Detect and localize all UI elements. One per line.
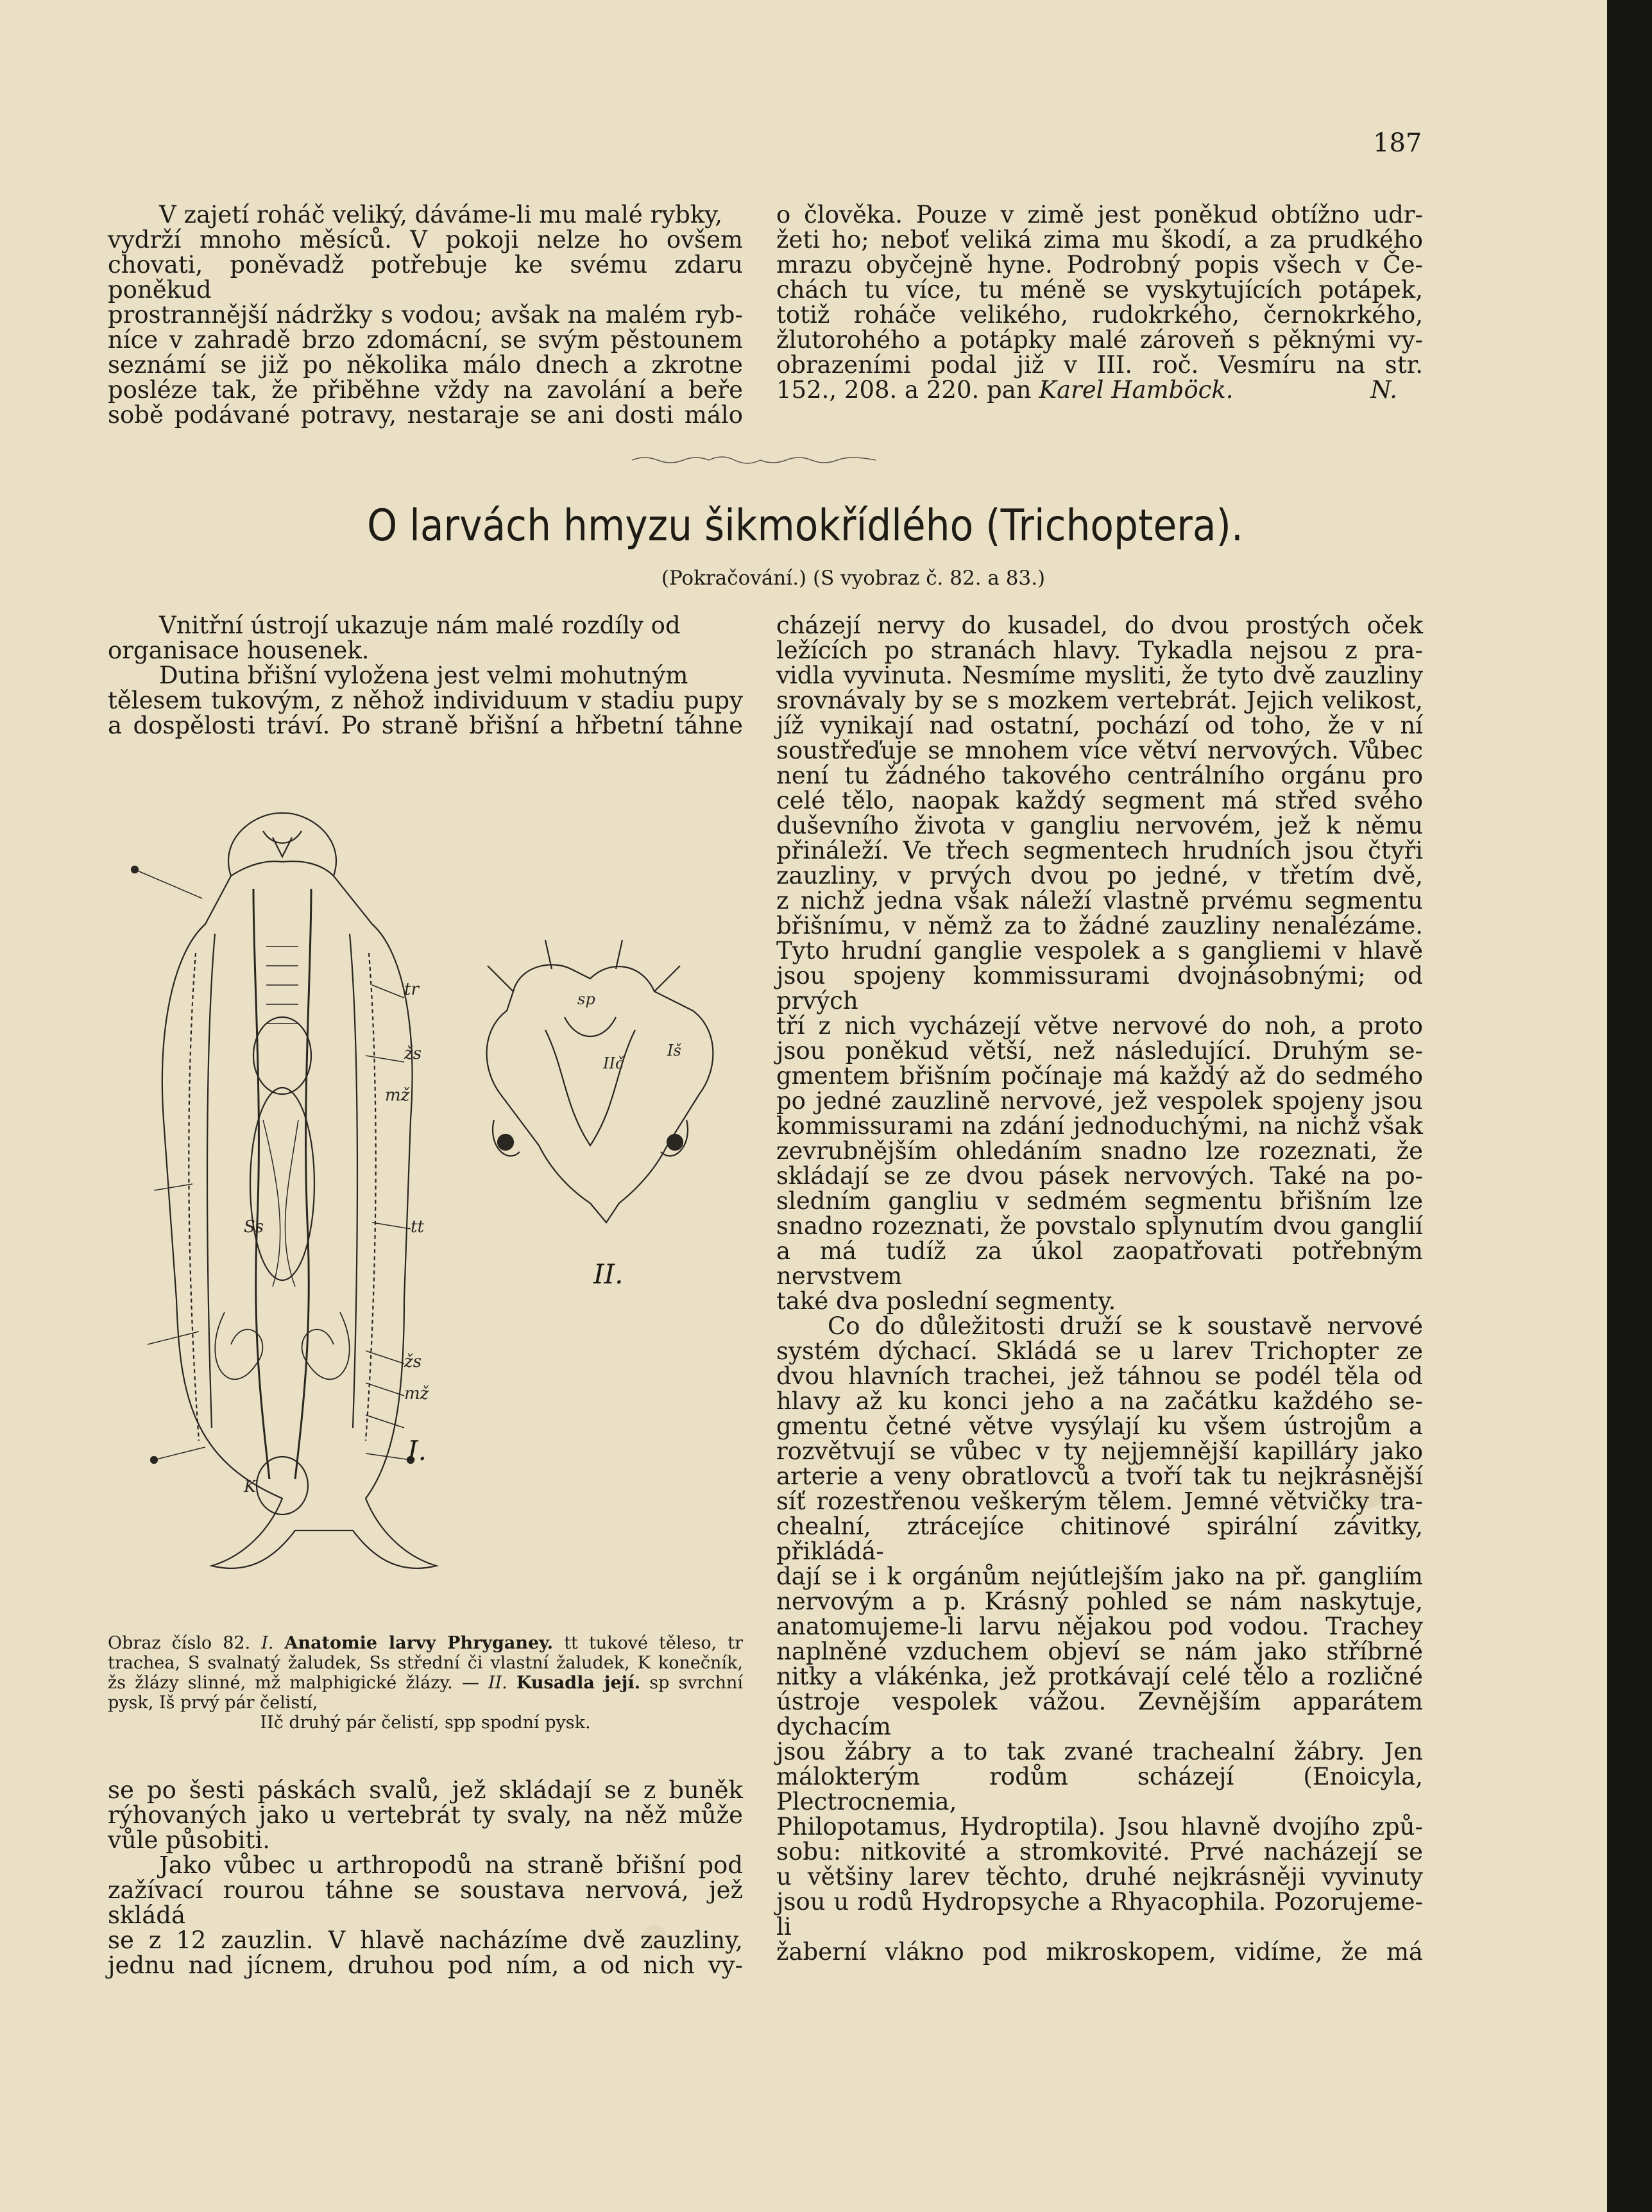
body-left-column: [108, 613, 743, 738]
annotation-label: IIč: [603, 1054, 624, 1072]
text-line: celé tělo, naopak každý segment má střed svého: [776, 787, 1423, 814]
caption-part-label: I.: [261, 1633, 274, 1653]
text-line: se z 12 zauzlin. V hlavě nacházíme dvě zauzliny,: [108, 1926, 743, 1954]
reference-text: 152., 208. a 220. pan: [776, 376, 1032, 404]
text-line: nitky a vlákénka, jež protkávají celé tělo a rozličné: [776, 1663, 1423, 1690]
text-line: ústroje vespolek vážou. Zevnějším apparátem dychacím: [776, 1688, 1423, 1740]
annotation-label: Ss: [244, 1217, 264, 1237]
text-line: Co do důležitosti druží se k soustavě nervové: [828, 1312, 1423, 1340]
figure-II-labels: [577, 990, 681, 1072]
signature-line: [776, 377, 1423, 402]
text-line: dvou hlavních trachei, jež táhnou se podél těla od: [776, 1362, 1423, 1390]
text-line: přináleží. Ve třech segmentech hrudních jsou čtyři: [776, 837, 1423, 864]
text-line: a má tudíž za úkol zaopatřovati potřebným nervstvem: [776, 1237, 1423, 1290]
annotation-label: žs: [404, 1044, 422, 1063]
text-line: snadno rozeznati, že povstalo splynutím dvou ganglií: [776, 1212, 1423, 1240]
text-line: organisace housenek.: [108, 637, 370, 664]
text-line: u většiny larev těchto, druhé nejkrásněji vyvinuty: [776, 1863, 1423, 1890]
text-line: Dutina břišní vyložena jest velmi mohutným: [159, 662, 688, 689]
annotation-label: tr: [404, 980, 419, 999]
text-line: obrazeními podal již v III. roč. Vesmíru na str.: [776, 351, 1423, 379]
text-line: vidla vyvinuta. Nesmíme mysliti, že tyto dvě zauzliny: [776, 662, 1423, 689]
caption-heading: Kusadla její.: [516, 1673, 641, 1693]
annotation-label: mž: [385, 1086, 410, 1105]
annotation-label: tt: [411, 1217, 424, 1237]
text-line: gmentem břišním počínaje má každý až do sedmého: [776, 1062, 1423, 1090]
text-line: zevrubnějším ohledáním snadno lze rozeznati, že: [776, 1137, 1423, 1165]
annotation-label: sp: [577, 990, 595, 1008]
text-line: sledním gangliu v sedmém segmentu břišním lze: [776, 1187, 1423, 1215]
text-line: po jedné zauzlině nervové, jež vespolek spojeny jsou: [776, 1087, 1423, 1115]
text-line: V zajetí roháč veliký, dáváme-li mu malé rybky,: [159, 201, 722, 228]
text-line: rozvětvují se vůbec v ty nejjemnější kapilláry jako: [776, 1437, 1423, 1465]
text-line: arterie a veny obratlovců a tvoří tak tu nejkrásnější: [776, 1462, 1423, 1490]
annotation-label: žs: [404, 1352, 422, 1371]
figure-caption: [108, 1633, 743, 1733]
text-line: seznámí se již po několika málo dnech a zkrotne: [108, 351, 743, 379]
body-right-column: [776, 613, 1423, 1964]
top-left-column: [108, 202, 743, 427]
text-line: kommissurami na zdání jednoduchými, na nichž však: [776, 1112, 1423, 1140]
text-line: anatomujeme-li larvu nějakou pod vodou. Trachey: [776, 1613, 1423, 1640]
text-line: dají se i k orgánům nejútlejším jako na př. gangliím: [776, 1563, 1423, 1590]
text-line: jsou poněkud větší, než následující. Druhým se-: [776, 1037, 1423, 1065]
text-line: srovnávaly by se s mozkem vertebrát. Jejich velikost,: [776, 687, 1423, 714]
text-line: chovati, poněvadž potřebuje ke svému zdaru poněkud: [108, 251, 743, 304]
page-edge-shadow: [1607, 0, 1652, 2212]
page-number: 187: [1373, 128, 1422, 158]
text-line: nervovým a p. Krásný pohled se nám naskytuje,: [776, 1588, 1423, 1615]
text-line: naplněné vzduchem objeví se nám jako stříbrné: [776, 1638, 1423, 1665]
annotation-label: K: [244, 1477, 257, 1496]
annotation-label: Iš: [667, 1042, 681, 1059]
text-line: není tu žádného takového centrálního orgánu pro: [776, 762, 1423, 789]
text-line: Vnitřní ústrojí ukazuje nám malé rozdíly od: [159, 612, 681, 639]
text-line: zauzliny, v prvých dvou po jedné, v třetím dvě,: [776, 862, 1423, 889]
figure-label-II: II.: [593, 1258, 624, 1290]
text-line: cházejí nervy do kusadel, do dvou prostých oček: [776, 612, 1423, 639]
text-line: níce v zahradě brzo zdomácní, se svým pěstounem: [108, 326, 743, 354]
text-line: jsou spojeny kommissurami dvojnásobnými; od prvých: [776, 962, 1423, 1015]
text-line: chách tu více, tu méně se vyskytujících potápek,: [776, 276, 1423, 304]
text-line: žaberní vlákno pod mikroskopem, vidíme, že má: [776, 1938, 1423, 1966]
text-line: Jako vůbec u arthropodů na straně břišní pod: [159, 1851, 743, 1879]
text-line: gmentu četné větve vysýlají ku všem ústrojům a: [776, 1412, 1423, 1440]
caption-body: [108, 1633, 743, 1713]
text-line: Philopotamus, Hydroptila). Jsou hlavně dvojího způ-: [776, 1813, 1423, 1840]
caption-part-label: II.: [488, 1673, 507, 1693]
top-right-column: [776, 202, 1423, 402]
article-title: O larvách hmyzu šikmokřídlého (Trichoptera).: [367, 501, 1243, 551]
text-line: vůle působiti.: [108, 1826, 270, 1854]
figure-label-I: I.: [407, 1435, 427, 1466]
figure-82-illustration: [103, 786, 744, 1627]
caption-figure-number: Obraz číslo 82.: [108, 1633, 251, 1653]
author-name: Karel Hamböck.: [1039, 376, 1234, 404]
text-line: tělesem tukovým, z něhož individuum v stadiu pupy: [108, 687, 743, 714]
caption-text: sp svrchní pysk, Iš prvý pár čelistí,: [108, 1673, 743, 1713]
text-line: jsou žábry a to tak zvané trachealní žábry. Jen: [776, 1738, 1423, 1765]
text-line: vydrží mnoho měsíců. V pokoji nelze ho ovšem: [108, 226, 743, 253]
figure-I-labels: [243, 980, 429, 1496]
text-line: ležících po stranách hlavy. Tykadla nejsou z pra-: [776, 637, 1423, 664]
text-line: systém dýchací. Skládá se u larev Trichopter ze: [776, 1337, 1423, 1365]
text-line: duševního života v gangliu nervovém, jež k němu: [776, 812, 1423, 839]
text-line: jednu nad jícnem, druhou pod ním, a od nich vy-: [108, 1951, 743, 1979]
text-line: také dva poslední segmenty.: [776, 1287, 1116, 1315]
text-line: jíž vynikají nad ostatní, pochází od toho, že v ní: [776, 712, 1423, 739]
text-line: žeti ho; neboť veliká zima mu škodí, a za prudkého: [776, 226, 1423, 253]
text-line: prostrannější nádržky s vodou; avšak na malém ryb-: [108, 301, 743, 329]
text-line: zažívací rourou táhne se soustava nervová, jež skládá: [108, 1876, 743, 1929]
text-line: posléze tak, že přiběhne vždy na zavolání a beře: [108, 376, 743, 404]
section-separator-ornament: [632, 452, 876, 468]
text-line: sobě podávané potravy, nestaraje se ani dosti málo: [108, 401, 743, 429]
text-line: skládají se ze dvou pásek nervových. Také na po-: [776, 1162, 1423, 1190]
body-left-column-continued: [108, 1778, 743, 1978]
text-line: chealní, ztrácejíce chitinové spirální závitky, přikládá-: [776, 1513, 1423, 1565]
annotation-label: mž: [404, 1384, 429, 1403]
text-line: rýhovaných jako u vertebrát ty svaly, na něž může: [108, 1801, 743, 1829]
caption-text: tt tukové těleso, tr trachea, S svalnatý žaludek, Ss střední či vlastní žaludek, K konečník, žs žlázy slinné, mž malphigické žlázy. —: [108, 1633, 743, 1693]
caption-heading: Anatomie larvy Phryganey.: [284, 1633, 554, 1653]
text-line: o člověka. Pouze v zimě jest poněkud obtížno udr-: [776, 201, 1423, 228]
text-line: soustřeďuje se mnohem více větví nervových. Vůbec: [776, 737, 1423, 764]
text-line: mrazu obyčejně hyne. Podrobný popis všech v Če-: [776, 251, 1423, 279]
text-line: Tyto hrudní ganglie vespolek a s gangliemi v hlavě: [776, 937, 1423, 965]
text-line: břišnímu, v němž za to žádné zauzliny nenalézáme.: [776, 912, 1423, 939]
text-line: totiž roháče velikého, rudokrkého, černokrkého,: [776, 301, 1423, 329]
text-line: se po šesti páskách svalů, jež skládají se z buněk: [108, 1776, 743, 1804]
text-line: a dospělosti tráví. Po straně břišní a hřbetní táhne: [108, 712, 743, 739]
text-line: žlutorohého a potápky malé zároveň s pěknými vy-: [776, 326, 1423, 354]
larva-anatomy-drawing: [132, 813, 436, 1568]
text-line: tří z nich vycházejí větve nervové do noh, a proto: [776, 1012, 1423, 1040]
signature-text: [776, 377, 1234, 402]
text-line: sobu: nitkovité a stromkovité. Prvé nacházejí se: [776, 1838, 1423, 1865]
text-line: jsou u rodů Hydropsyche a Rhyacophila. Pozorujeme-li: [776, 1888, 1423, 1941]
text-line: málokterým rodům scházejí (Enoicyla, Plectrocnemia,: [776, 1763, 1423, 1815]
text-line: síť rozestřenou veškerým tělem. Jemné větvičky tra-: [776, 1488, 1423, 1515]
article-subtitle: (Pokračování.) (S vyobraz č. 82. a 83.): [661, 567, 1046, 590]
caption-last-line: IIč druhý pár čelistí, spp spodní pysk.: [260, 1713, 591, 1733]
mouthparts-drawing: [487, 940, 713, 1222]
text-line: z nichž jedna však náleží vlastně prvému segmentu: [776, 887, 1423, 914]
author-initial: N.: [1370, 376, 1397, 404]
text-line: hlavy až ku konci jeho a na začátku každého se-: [776, 1387, 1423, 1415]
